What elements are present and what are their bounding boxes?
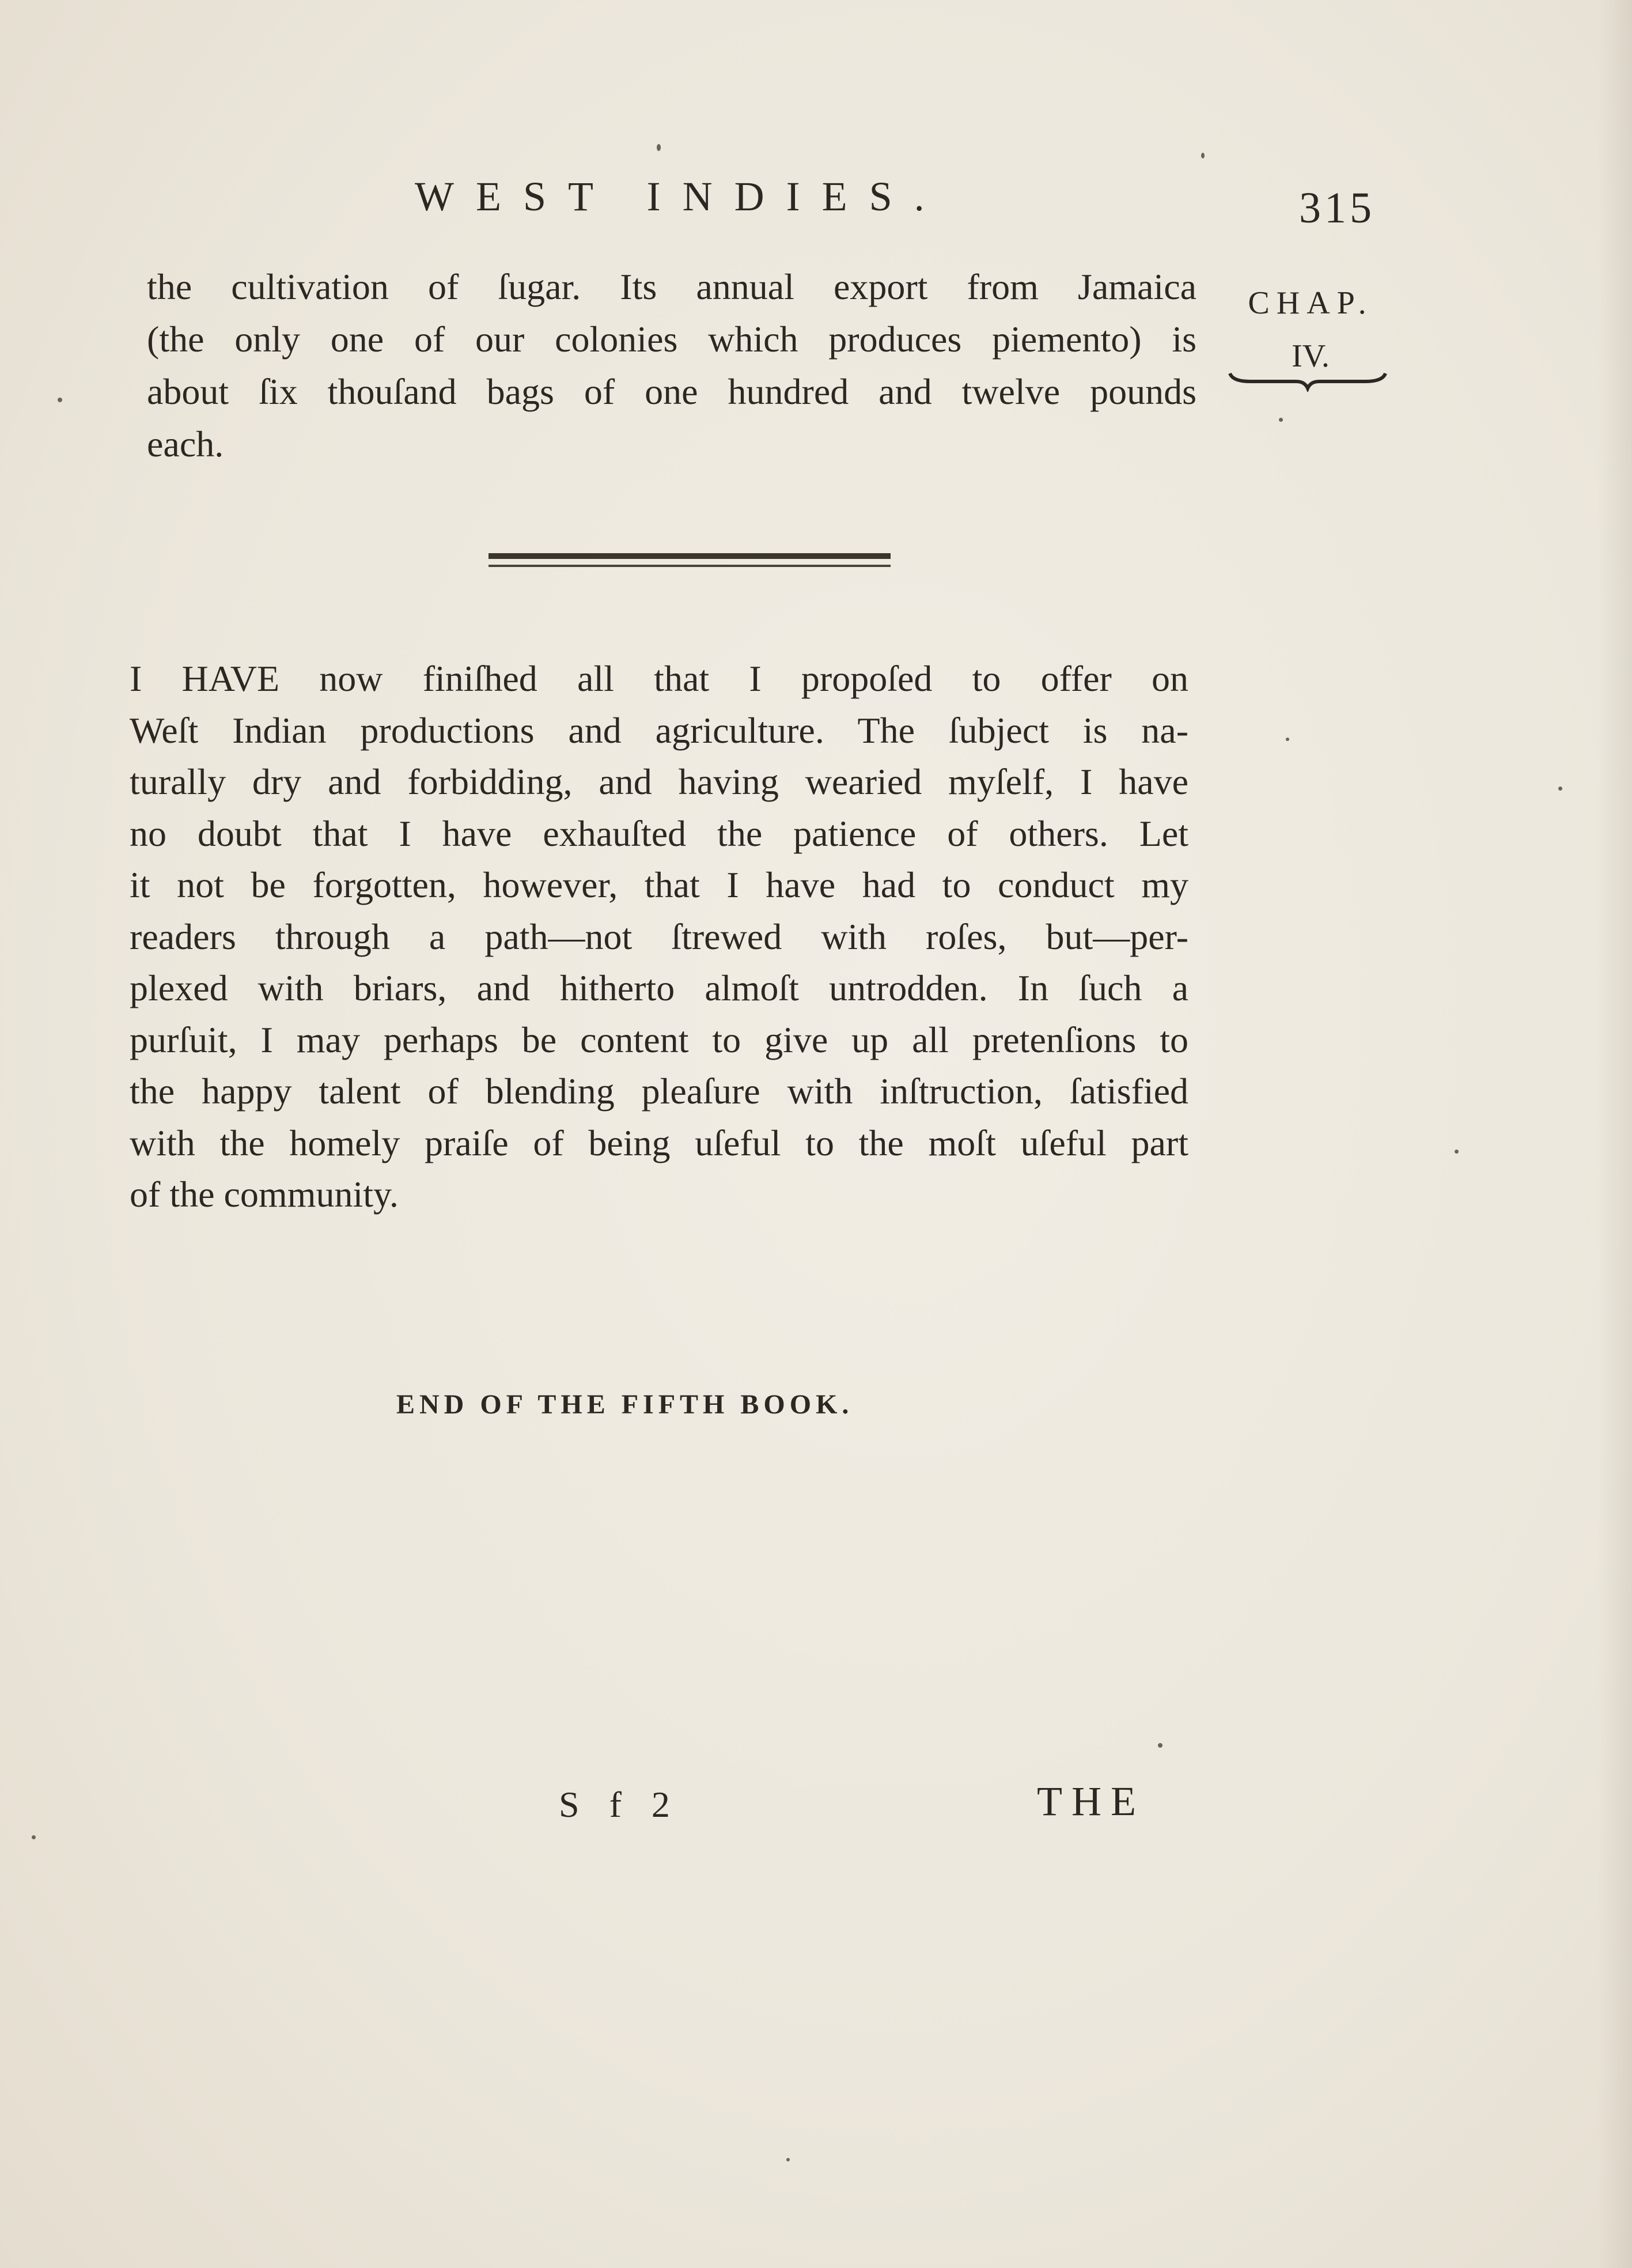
paper-speck bbox=[1279, 418, 1283, 422]
text-line: purſuit, I may perhaps be content to give up all pretenſions to bbox=[130, 1019, 1188, 1060]
text-line: plexed with briars, and hitherto almoſt untrodden. In ſuch a bbox=[130, 967, 1188, 1008]
paper-speck bbox=[1286, 738, 1289, 741]
paper-speck bbox=[657, 144, 661, 151]
text-line: of the community. bbox=[130, 1174, 399, 1215]
signature-mark: S f 2 bbox=[559, 1784, 680, 1825]
section-divider-thick bbox=[489, 553, 891, 559]
chapter-label: CHAP. bbox=[1248, 285, 1373, 321]
paper-speck bbox=[1158, 1743, 1163, 1748]
text-line: the happy talent of blending pleaſure with inſtruction, ſatisfied bbox=[130, 1071, 1188, 1112]
text-line: (the only one of our colonies which produces piemento) is bbox=[147, 319, 1196, 360]
closing-paragraph bbox=[130, 653, 1188, 1220]
page-edge-shadow bbox=[1597, 0, 1632, 2268]
paper-speck bbox=[32, 1835, 36, 1839]
paper-speck bbox=[1455, 1150, 1459, 1154]
paper-speck bbox=[1201, 153, 1205, 158]
text-line: Weſt Indian productions and agriculture. The ſubject is na- bbox=[130, 709, 1188, 751]
page-number: 315 bbox=[1299, 184, 1375, 232]
text-line: no doubt that I have exhauſted the patience of others. Let bbox=[130, 812, 1188, 854]
chapter-number: IV. bbox=[1292, 338, 1330, 374]
end-of-book-note: END OF THE FIFTH BOOK. bbox=[396, 1389, 854, 1420]
text-line: I HAVE now finiſhed all that I propoſed to offer on bbox=[130, 658, 1188, 699]
text-line: about ſix thouſand bags of one hundred and twelve pounds bbox=[147, 371, 1196, 412]
chapter-margin-note bbox=[1233, 277, 1388, 383]
catchword: THE bbox=[1037, 1778, 1145, 1824]
text-line: each. bbox=[147, 424, 224, 464]
text-line: the cultivation of ſugar. Its annual export from Jamaica bbox=[147, 266, 1196, 307]
paper-speck bbox=[58, 398, 62, 402]
paper-speck bbox=[1558, 787, 1562, 791]
paragraph-continuation bbox=[147, 260, 1196, 470]
running-title: WEST INDIES. bbox=[415, 173, 946, 220]
margin-brace-icon bbox=[1227, 369, 1388, 392]
text-line: with the homely praiſe of being uſeful to the moſt uſeful part bbox=[130, 1122, 1188, 1163]
paper-speck bbox=[786, 2158, 790, 2161]
section-divider-thin bbox=[489, 565, 891, 567]
text-line: readers through a path—not ſtrewed with roſes, but—per- bbox=[130, 916, 1188, 957]
text-line: turally dry and forbidding, and having wearied myſelf, I have bbox=[130, 761, 1188, 802]
text-line: it not be forgotten, however, that I have had to conduct my bbox=[130, 864, 1188, 905]
